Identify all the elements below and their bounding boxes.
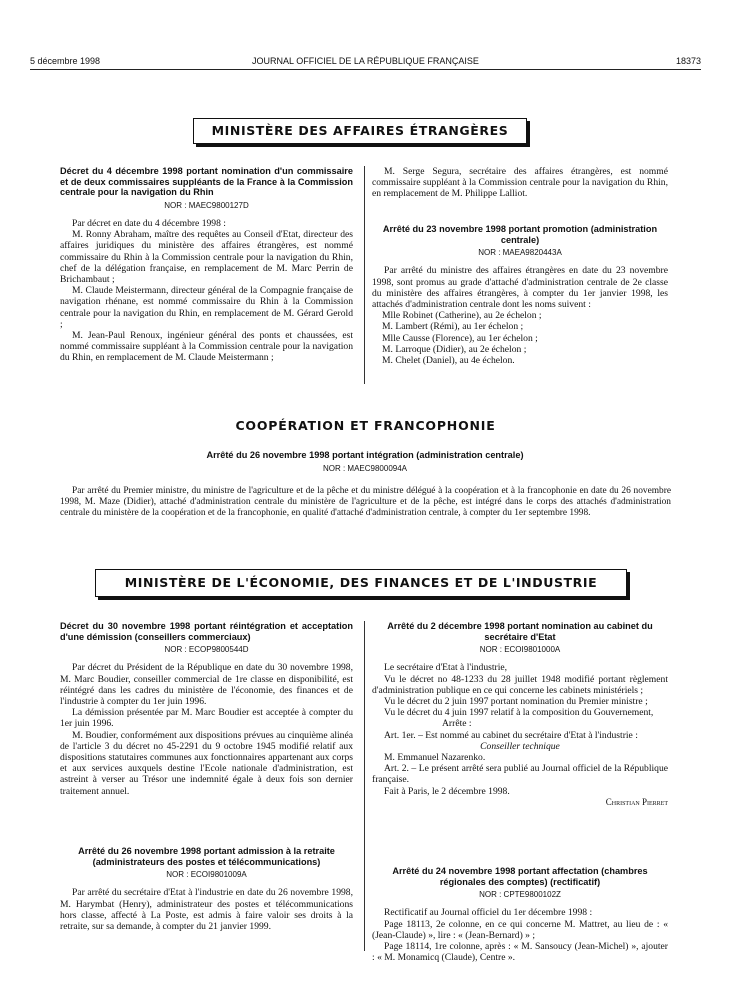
decret-nor: NOR : MAEC9800127D	[164, 200, 249, 210]
arrete-integration	[60, 450, 670, 478]
arrete-nor: NOR : CPTE9800102Z	[479, 890, 561, 900]
list-item: M. Lambert (Rémi), au 1er échelon ;	[382, 321, 524, 333]
arrete-formula: Arrête :	[442, 718, 472, 730]
paragraph: Par décret en date du 4 décembre 1998 :	[72, 217, 226, 229]
done-at: Fait à Paris, le 2 décembre 1998.	[384, 785, 510, 797]
header-journal-title: JOURNAL OFFICIEL DE LA RÉPUBLIQUE FRANÇAISE	[252, 56, 479, 66]
arrete-title: Arrêté du 23 novembre 1998 portant promotion (administration centrale)	[382, 224, 658, 245]
header-rule	[30, 69, 701, 70]
paragraph: Vu le décret du 4 juin 1997 relatif à la composition du Gouvernement,	[384, 707, 654, 719]
ministry-heading-economie: MINISTÈRE DE L'ÉCONOMIE, DES FINANCES ET DE L'INDUSTRIE	[95, 569, 627, 597]
ministry-heading-affaires-etrangeres: MINISTÈRE DES AFFAIRES ÉTRANGÈRES	[193, 118, 527, 144]
decret-nomination-rhin	[60, 166, 353, 364]
decret-nor: NOR : ECOP9800544D	[164, 645, 249, 655]
paragraph: Vu le décret du 2 juin 1997 portant nomination du Premier ministre ;	[384, 696, 648, 707]
paragraph: M. Jean-Paul Renoux, ingénieur général des ponts et chaussées, est nommé commissaire suppléant à la Commission centrale pour la navigation du Rhin, en remplacement de M. Claude Meistermann ;	[60, 330, 353, 364]
arrete-promotion	[372, 224, 668, 366]
paragraph: M. Claude Meistermann, directeur général de la Compagnie française de navigation rhénane, est nommé commissaire du Rhin à la Commission centrale pour la navigation du Rhin, en remplacement de M. Gérard Gerold ;	[60, 285, 353, 330]
arrete-nor: NOR : MAEC9800094A	[322, 463, 408, 473]
arrete-title: Arrêté du 24 novembre 1998 portant affectation (chambres régionales des comptes) (rectificatif)	[392, 866, 648, 887]
paragraph: Rectificatif au Journal officiel du 1er décembre 1998 :	[384, 907, 593, 919]
arrete-nor: NOR : ECOI9801009A	[166, 870, 247, 880]
header-date: 5 décembre 1998	[30, 56, 101, 66]
list-item: Mlle Causse (Florence), au 1er échelon ;	[382, 332, 538, 344]
paragraph: M. Ronny Abraham, maître des requêtes au Conseil d'Etat, directeur des affaires juridiques du ministère des affaires étrangères, est nommé commissaire du Rhin à la Commission centrale pour la navigation du Rhin, chef de la délégation française, en remplacement de M. Marc Perrin de Brichambaut ;	[60, 229, 353, 285]
decret-title: Décret du 30 novembre 1998 portant réintégration et acceptation d'une démission (conseillers commerciaux)	[60, 621, 353, 642]
arrete-title: Arrêté du 26 novembre 1998 portant admission à la retraite (administrateurs des postes et télécommunications)	[78, 846, 335, 867]
arrete-title: Arrêté du 2 décembre 1998 portant nomination au cabinet du secrétaire d'Etat	[387, 621, 653, 642]
arrete-retraite	[60, 846, 353, 932]
appointee-name: M. Emmanuel Nazarenko.	[384, 752, 486, 764]
decret-title: Décret du 4 décembre 1998 portant nomination d'un commissaire et de deux commissaires suppléants de la France à la Commission centrale pour la navigation du Rhin	[60, 166, 353, 198]
integration-text-block	[60, 486, 671, 518]
arrete-title: Arrêté du 26 novembre 1998 portant intégration (administration centrale)	[206, 450, 524, 460]
section-heading-cooperation: COOPÉRATION ET FRANCOPHONIE	[235, 418, 496, 433]
paragraph: M. Serge Segura, secrétaire des affaires étrangères, est nommé commissaire suppléant à la Commission centrale pour la navigation du Rhin, en remplacement de M. Philippe Lalliot.	[372, 166, 668, 200]
signature: Christian Pierret	[605, 796, 668, 807]
article-2: Art. 2. – Le présent arrêté sera publié au Journal officiel de la République française.	[372, 763, 668, 786]
paragraph: Page 18114, 1re colonne, après : « M. Sansoucy (Jean-Michel) », ajouter : « M. Monamicq (Claude), Centre ».	[372, 941, 668, 964]
list-item: Mlle Robinet (Catherine), au 2e échelon ;	[382, 310, 542, 322]
paragraph: Par arrêté du Premier ministre, du ministre de l'agriculture et de la pêche et du ministre délégué à la coopération et à la francophonie en date du 26 novembre 1998, M. Maze (Didier), attaché d'administration centrale du ministère de l'agriculture et de la pêche, est intégré dans le corps des attachés d'administration centrale du ministère de la coopération et de la francophonie, en qualité d'attaché d'administration centrale, à compter du 1er septembre 1998.	[60, 486, 671, 518]
list-item: M. Larroque (Didier), au 2e échelon ;	[382, 343, 527, 355]
column-divider	[364, 621, 365, 951]
promotion-list	[372, 310, 668, 366]
paragraph: M. Boudier, conformément aux dispositions prévues au cinquième alinéa de l'article 3 du décret no 45-2291 du 9 octobre 1945 modifié relatif aux dispositions statutaires communes aux fonctionnaires appartenant aux corps et aux services auxquels destine l'Ecole nationale d'administration, est astreint à verser au Trésor une indemnité égale à deux fois son dernier traitement annuel.	[60, 729, 353, 797]
arrete-nomination-cabinet	[372, 621, 668, 808]
decret-reintegration	[60, 621, 353, 797]
paragraph: Page 18113, 2e colonne, en ce qui concerne M. Mattret, au lieu de : « (Jean-Claude) », lire : « (Jean-Bernard) » ;	[372, 918, 668, 941]
paragraph: La démission présentée par M. Marc Boudier est acceptée à compter du 1er juin 1996.	[60, 707, 353, 730]
arrete-nor: NOR : ECOI9801000A	[479, 645, 561, 655]
paragraph: Le secrétaire d'Etat à l'industrie,	[384, 662, 508, 674]
decret-continuation	[372, 166, 668, 200]
arrete-nor: NOR : MAEA9820443A	[478, 248, 562, 258]
running-header	[30, 54, 701, 68]
arrete-affectation-rectificatif	[372, 866, 668, 963]
article-1: Art. 1er. – Est nommé au cabinet du secrétaire d'Etat à l'industrie :	[384, 729, 638, 741]
paragraph: Par arrêté du ministre des affaires étrangères en date du 23 novembre 1998, sont promus au grade d'attaché d'administration centrale de 2e classe du ministère des affaires étrangères, à compter du 1er janvier 1998, les attachés d'administration centrale dont les noms suivent :	[372, 265, 668, 310]
paragraph: Par décret du Président de la République en date du 30 novembre 1998, M. Marc Boudier, conseiller commercial de 1re classe en disponibilité, est réintégré dans les cadres du ministère de l'économie, des finances et de l'industrie à compter du 1er juin 1996.	[60, 662, 353, 707]
list-item: M. Chelet (Daniel), au 4e échelon.	[382, 355, 515, 367]
column-divider	[364, 166, 365, 384]
header-page-number: 18373	[675, 56, 701, 66]
paragraph: Par arrêté du secrétaire d'Etat à l'industrie en date du 26 novembre 1998, M. Harymbat (Henry), administrateur des postes et télécommunications hors classe, affecté à La Poste, est admis à faire valoir ses droits à la retraite, sur sa demande, à compter du 21 janvier 1999.	[60, 887, 353, 932]
role-title: Conseiller technique	[480, 740, 560, 752]
paragraph: Vu le décret no 48-1233 du 28 juillet 1948 modifié portant règlement d'administration publique en ce qui concerne les cabinets ministériels ;	[372, 673, 668, 696]
